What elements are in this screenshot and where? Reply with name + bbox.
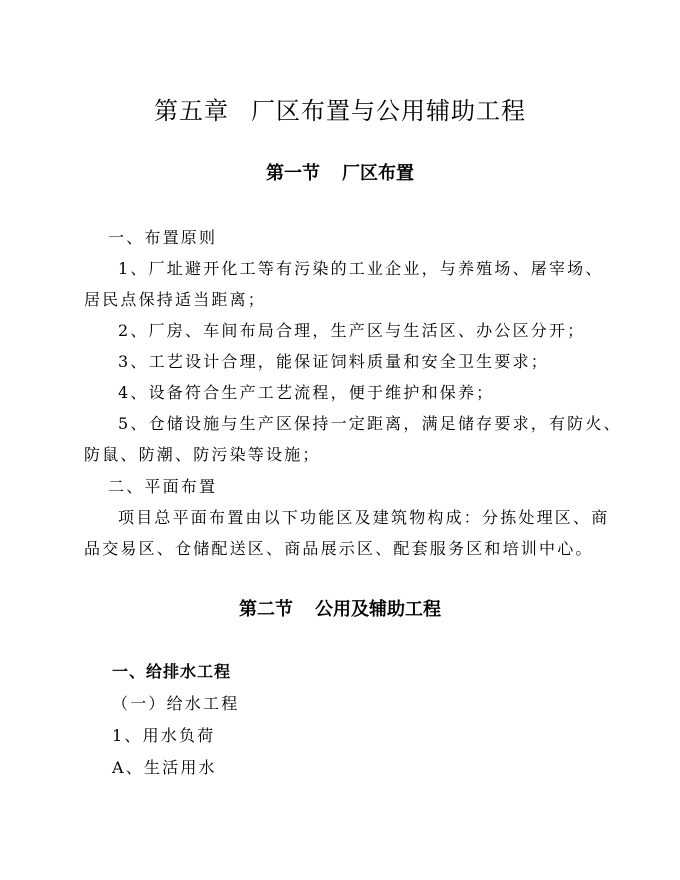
section-1-title: [0, 162, 680, 186]
water-heading: 一、给排水工程: [112, 662, 232, 681]
principle-2: 2、厂房、车间布局合理，生产区与生活区、办公区分开；: [118, 321, 586, 340]
chapter-number: 第五章: [154, 97, 229, 125]
chapter-title: [0, 96, 680, 126]
principle-3: 3、工艺设计合理，能保证饲料质量和安全卫生要求；: [118, 352, 549, 371]
section-2-heading: 公用及辅助工程: [315, 599, 441, 620]
section-2-number: 第二节: [239, 599, 293, 620]
chapter-heading: 厂区布置与公用辅助工程: [251, 97, 526, 125]
section-1-number: 第一节: [266, 163, 320, 184]
section-1-heading: 厂区布置: [342, 163, 414, 184]
principle-5-line-1: 5、仓储设施与生产区保持一定距离，满足储存要求，有防火、: [118, 414, 622, 433]
principle-5-line-2: 防鼠、防潮、防污染等设施；: [84, 445, 321, 464]
layout-paragraph-line-1: 项目总平面布置由以下功能区及建筑物构成：分拣处理区、商: [118, 508, 610, 527]
principle-4: 4、设备符合生产工艺流程，便于维护和保养；: [118, 383, 495, 402]
domestic-water-heading: A、生活用水: [112, 758, 217, 777]
water-load-heading: 1、用水负荷: [112, 726, 216, 745]
water-supply-heading: （一）给水工程: [112, 694, 240, 713]
principles-heading: 一、布置原则: [108, 228, 218, 247]
principle-1-line-2: 居民点保持适当距离；: [84, 290, 267, 309]
layout-heading: 二、平面布置: [108, 477, 218, 496]
layout-paragraph-line-2: 品交易区、仓储配送区、商品展示区、配套服务区和培训中心。: [84, 539, 594, 558]
section-2-title: [0, 598, 680, 622]
principle-1-line-1: 1、厂址避开化工等有污染的工业企业，与养殖场、屠宰场、: [118, 259, 604, 278]
